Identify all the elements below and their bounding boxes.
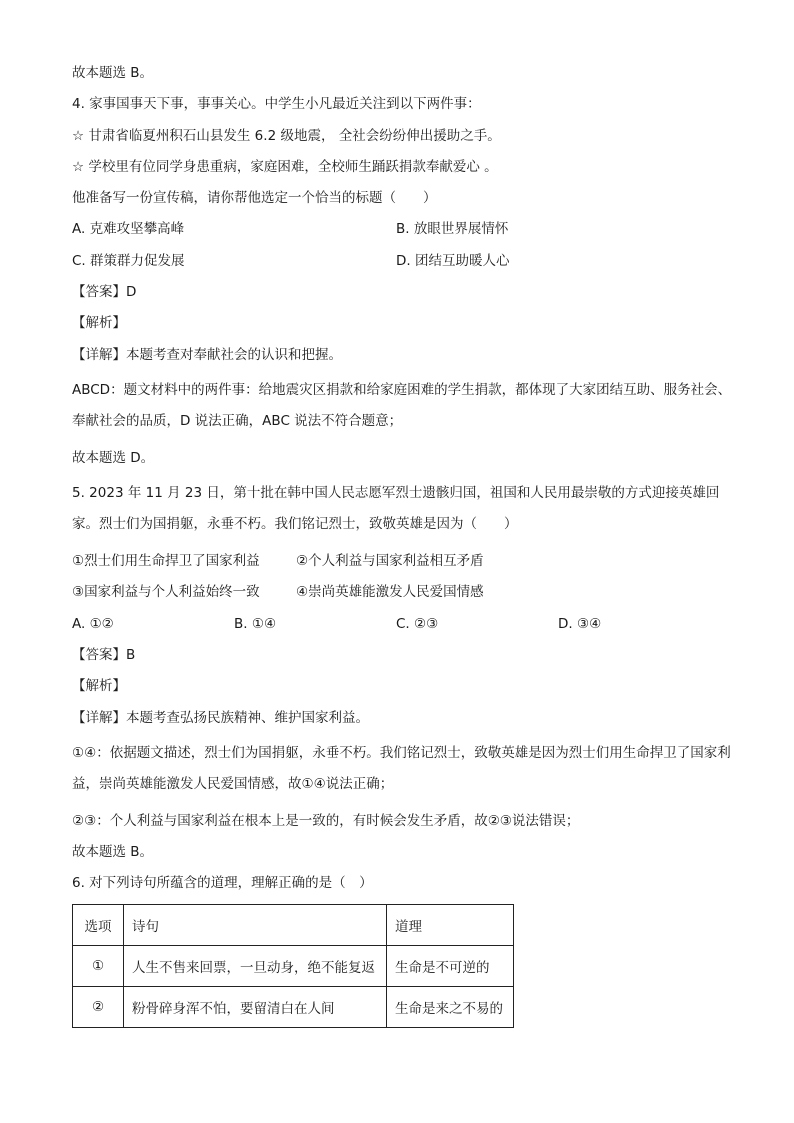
q6-stem: 6. 对下列诗句所蕴含的道理，理解正确的是（ ）: [72, 875, 373, 892]
q5-option-d: D. ③④: [558, 615, 602, 632]
table-cell: ②: [73, 986, 124, 1027]
table-cell: 生命是来之不易的: [387, 986, 514, 1027]
q4-option-a: A. 克难攻坚攀高峰: [72, 221, 185, 238]
q4-options-row-1: [72, 218, 732, 240]
q5-statements-row-1: [72, 550, 732, 572]
q5-statement-2: ②个人利益与国家利益相互矛盾: [296, 553, 484, 570]
table-header-cell: 道理: [387, 904, 514, 945]
table-header-row: [73, 904, 514, 945]
q5-statement-4: ④崇尚英雄能激发人民爱国情感: [296, 584, 484, 601]
q4-option-c: C. 群策群力促发展: [72, 252, 185, 269]
q5-option-b: B. ①④: [234, 615, 277, 632]
q5-stem: 5. 2023 年 11 月 23 日，第十批在韩中国人民志愿军烈士遗骸归国，祖国和人民用最崇敬的方式迎接英雄回家。烈士们为国捐躯，永垂不朽。我们铭记烈士，致敬英雄是因为（ ）: [72, 485, 720, 533]
q4-detail: 【详解】本题考查对奉献社会的认识和把握。: [72, 346, 342, 363]
table-row: [73, 986, 514, 1027]
q4-option-b: B. 放眼世界展情怀: [396, 221, 509, 238]
q5-answer: 【答案】B: [72, 646, 136, 663]
q5-statement-3: ③国家利益与个人利益始终一致: [72, 584, 260, 601]
q4-option-d: D. 团结互助暖人心: [396, 252, 510, 269]
table-cell: 人生不售来回票，一旦动身，绝不能复返: [124, 945, 387, 986]
q5-options: [72, 613, 732, 635]
q4-options-row-2: [72, 250, 732, 272]
q4-prompt: 他准备写一份宣传稿，请你帮他选定一个恰当的标题（ ）: [72, 190, 437, 207]
q4-explanation: ABCD：题文材料中的两件事：给地震灾区捐款和给家庭困难的学生捐款，都体现了大家团结互助、服务社会、奉献社会的品质，D 说法正确，ABC 说法不符合题意；: [72, 381, 732, 430]
q4-event-2: ☆ 学校里有位同学身患重病，家庭困难，全校师生踊跃捐款奉献爱心 。: [72, 158, 498, 175]
q5-detail: 【详解】本题考查弘扬民族精神、维护国家利益。: [72, 709, 369, 726]
q5-statement-1: ①烈士们用生命捍卫了国家利益: [72, 553, 260, 570]
table-header-cell: 诗句: [124, 904, 387, 945]
table-cell: 粉骨碎身浑不怕，要留清白在人间: [124, 986, 387, 1027]
q4-analysis-label: 【解析】: [72, 315, 126, 332]
q4-conclusion: 故本题选 D。: [72, 449, 155, 466]
table-row: [73, 945, 514, 986]
q5-option-a: A. ①②: [72, 615, 114, 632]
q4-event-1: ☆ 甘肃省临夏州积石山县发生 6.2 级地震， 全社会纷纷伸出援助之手。: [72, 127, 501, 144]
table-cell: 生命是不可逆的: [387, 945, 514, 986]
document-page: [72, 62, 732, 1028]
q5-conclusion: 故本题选 B。: [72, 844, 154, 861]
q6-table: [72, 904, 514, 1028]
q5-analysis-label: 【解析】: [72, 678, 126, 695]
table-header-cell: 选项: [73, 904, 124, 945]
q5-statements-row-2: [72, 581, 732, 603]
q4-answer: 【答案】D: [72, 284, 137, 301]
q3-conclusion: 故本题选 B。: [72, 65, 154, 81]
q5-explanation-1: ①④：依据题文描述，烈士们为国捐躯，永垂不朽。我们铭记烈士，致敬英雄是因为烈士们用生命捍卫了国家利益，崇尚英雄能激发人民爱国情感，故①④说法正确；: [72, 744, 731, 793]
q5-option-c: C. ②③: [396, 615, 439, 632]
q5-explanation-2: ②③：个人利益与国家利益在根本上是一致的，有时候会发生矛盾，故②③说法错误；: [72, 812, 580, 829]
q4-stem: 4. 家事国事天下事，事事关心。中学生小凡最近关注到以下两件事：: [72, 96, 481, 113]
table-cell: ①: [73, 945, 124, 986]
